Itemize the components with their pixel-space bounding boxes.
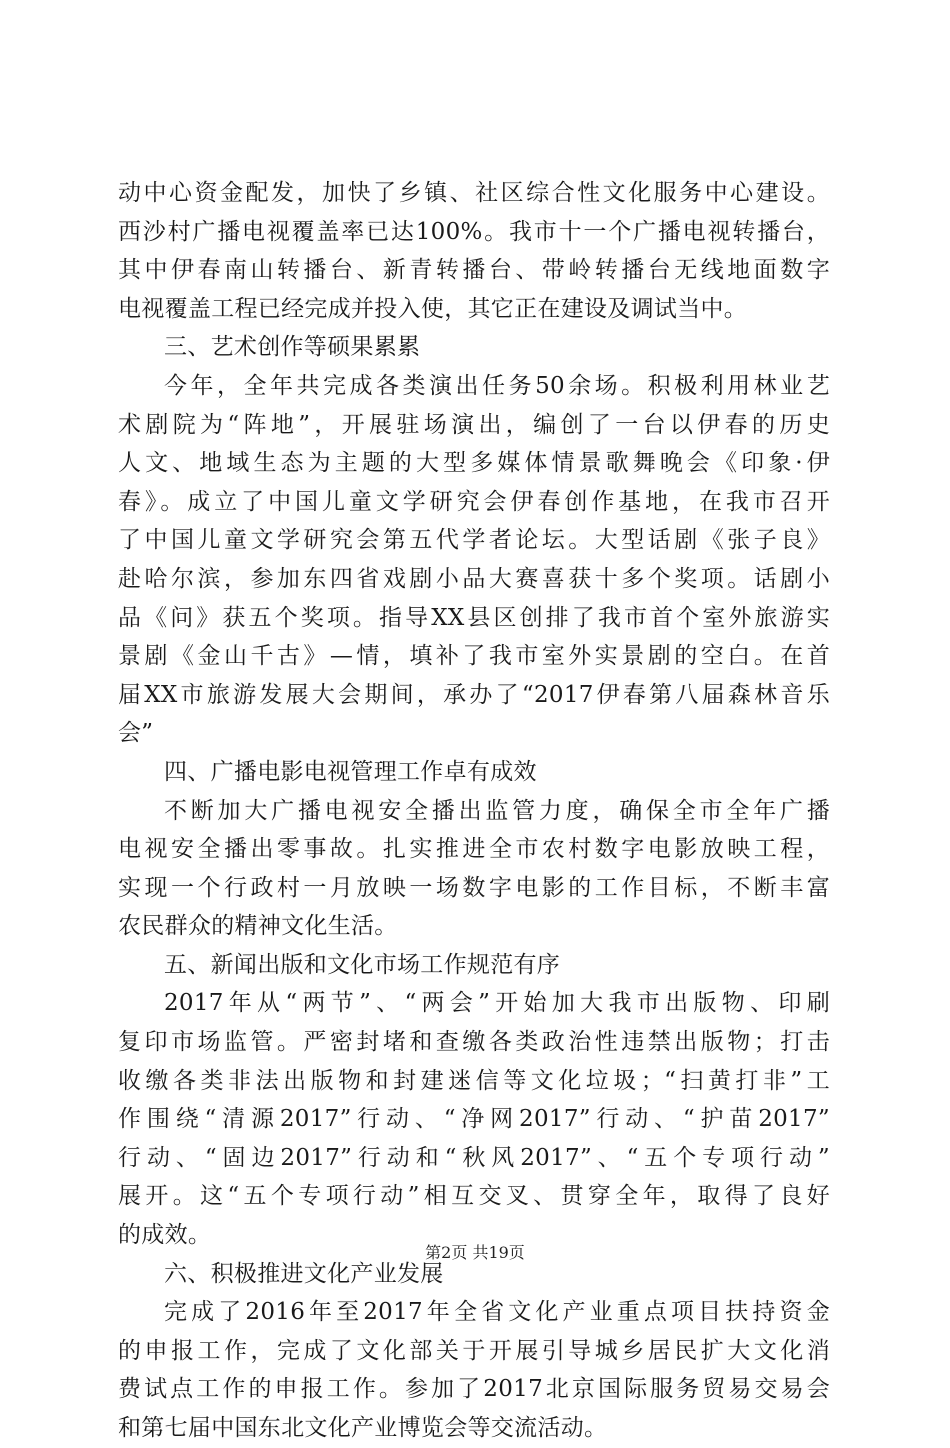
paragraph-line: 的申报工作，完成了文化部关于开展引导城乡居民扩大文化消 <box>118 1337 830 1364</box>
paragraph-line: 完成了2016年至2017年全省文化产业重点项目扶持资金 <box>164 1299 830 1326</box>
paragraph-line: 展开。这“五个专项行动”相互交叉、贯穿全年，取得了良好 <box>118 1183 830 1210</box>
paragraph-line: 景剧《金山千古》—情，填补了我市室外实景剧的空白。在首 <box>118 643 830 670</box>
paragraph-line: 复印市场监管。严密封堵和查缴各类政治性违禁出版物；打击 <box>118 1029 830 1056</box>
paragraph-line: 赴哈尔滨，参加东四省戏剧小品大赛喜获十多个奖项。话剧小 <box>118 565 830 592</box>
paragraph-line: 收缴各类非法出版物和封建迷信等文化垃圾；“扫黄打非”工 <box>118 1067 830 1094</box>
paragraph-line: 届XX市旅游发展大会期间，承办了“2017伊春第八届森林音乐 <box>118 681 830 708</box>
paragraph-line: 实现一个行政村一月放映一场数字电影的工作目标，不断丰富 <box>118 874 830 901</box>
paragraph-line: 会” <box>118 720 154 747</box>
section-heading: 四、广播电影电视管理工作卓有成效 <box>164 758 537 785</box>
paragraph-line: 了中国儿童文学研究会第五代学者论坛。大型话剧《张子良》 <box>118 527 830 554</box>
section-heading: 三、艺术创作等硕果累累 <box>164 334 421 361</box>
paragraph-line: 品《问》获五个奖项。指导XX县区创排了我市首个室外旅游实 <box>118 604 830 631</box>
paragraph-line: 电视覆盖工程已经完成并投入使，其它正在建设及调试当中。 <box>118 295 748 322</box>
paragraph-line: 西沙村广播电视覆盖率已达100%。我市十一个广播电视转播台， <box>118 218 830 245</box>
paragraph-line: 其中伊春南山转播台、新青转播台、带岭转播台无线地面数字 <box>118 257 830 284</box>
paragraph-line: 农民群众的精神文化生活。 <box>118 913 398 940</box>
paragraph-line: 今年，全年共完成各类演出任务50余场。积极利用林业艺 <box>164 372 830 399</box>
paragraph-line: 和第七届中国东北文化产业博览会等交流活动。 <box>118 1415 608 1441</box>
paragraph-line: 行动、“固边2017”行动和“秋风2017”、“五个专项行动” <box>118 1144 830 1171</box>
paragraph-line: 不断加大广播电视安全播出监管力度，确保全市全年广播 <box>164 797 830 824</box>
paragraph-line: 电视安全播出零事故。扎实推进全市农村数字电影放映工程， <box>118 836 830 863</box>
paragraph-line: 春》。成立了中国儿童文学研究会伊春创作基地，在我市召开 <box>118 488 830 515</box>
paragraph-line: 的成效。 <box>118 1222 212 1249</box>
section-heading: 六、积极推进文化产业发展 <box>164 1260 444 1287</box>
paragraph-line: 作围绕“清源2017”行动、“净网2017”行动、“护苗2017” <box>118 1106 830 1133</box>
page-footer: 第2页 共19页 <box>425 1243 525 1262</box>
paragraph-line: 动中心资金配发，加快了乡镇、社区综合性文化服务中心建设。 <box>118 180 830 206</box>
paragraph-line: 2017年从“两节”、“两会”开始加大我市出版物、印刷 <box>164 990 830 1017</box>
paragraph-line: 费试点工作的申报工作。参加了2017北京国际服务贸易交易会 <box>118 1376 830 1403</box>
section-heading: 五、新闻出版和文化市场工作规范有序 <box>164 951 561 978</box>
paragraph-line: 人文、地域生态为主题的大型多媒体情景歌舞晚会《印象·伊 <box>118 450 830 477</box>
paragraph-line: 术剧院为“阵地”，开展驻场演出，编创了一台以伊春的历史 <box>118 411 830 438</box>
